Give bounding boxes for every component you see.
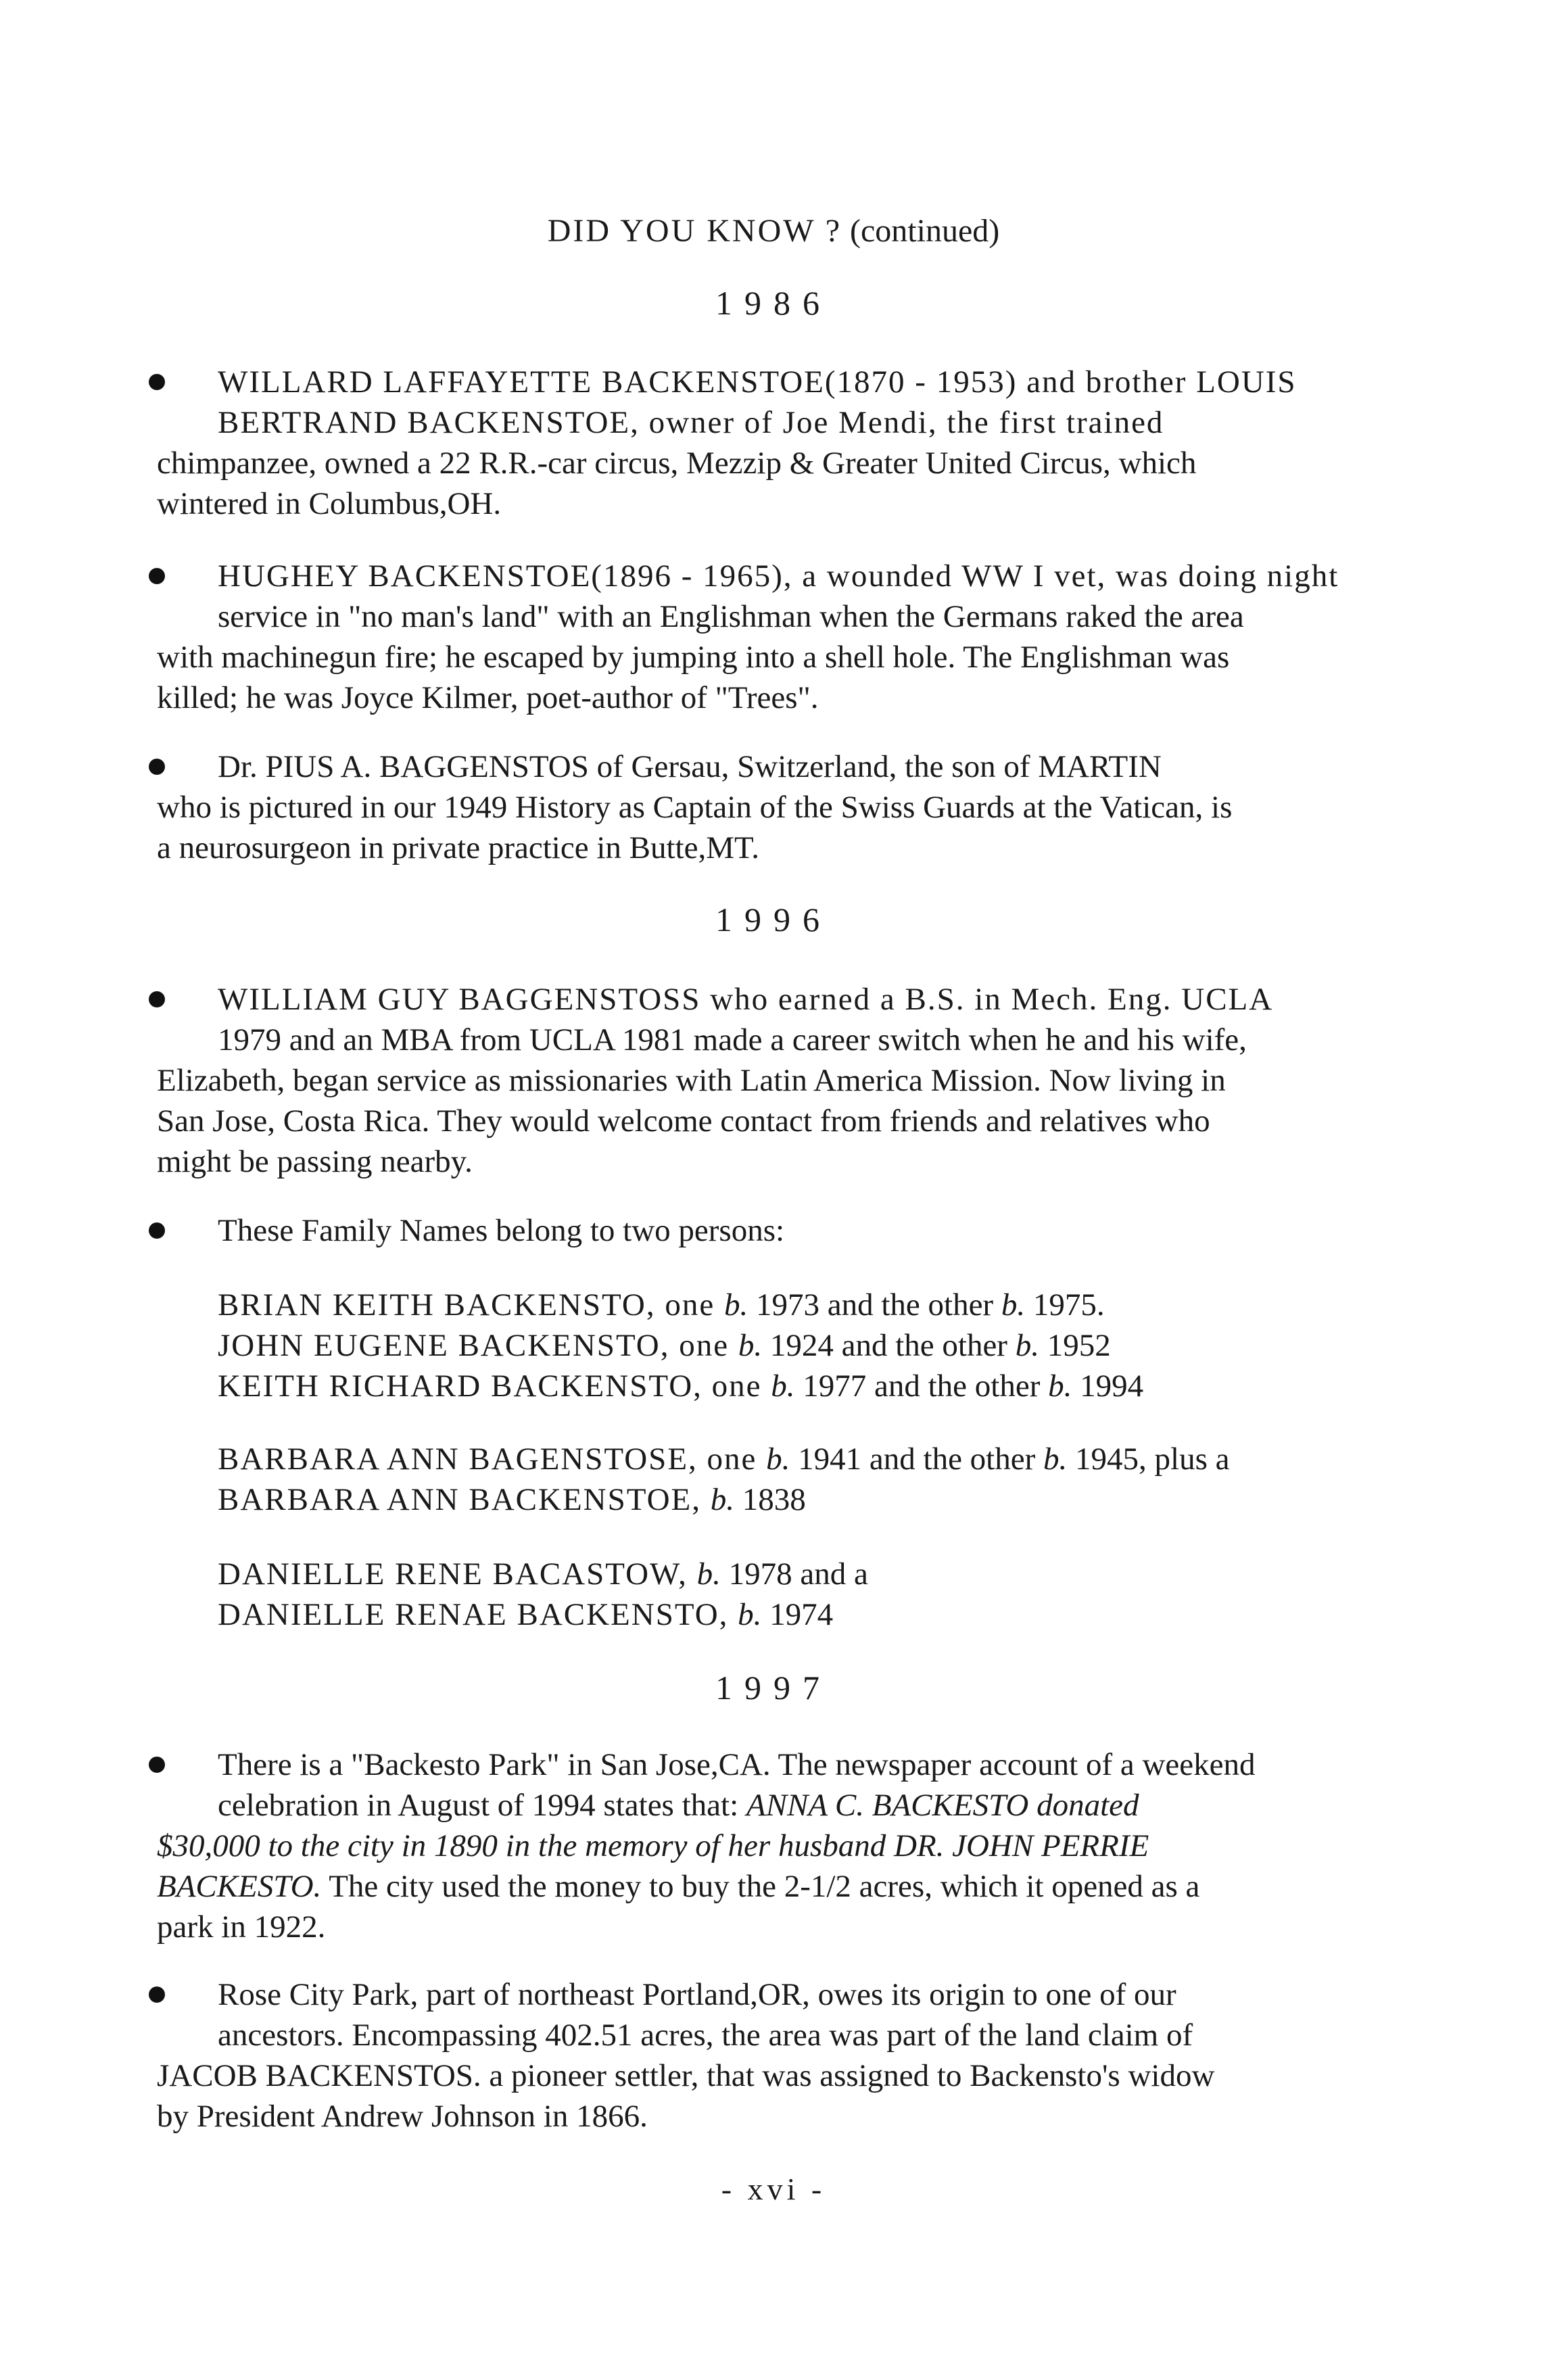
entry-line: WILLARD LAFFAYETTE BACKENSTOE(1870 - 1953) and brother LOUIS <box>218 364 1297 400</box>
entry-line: Rose City Park, part of northeast Portland,OR, owes its origin to one of our <box>218 1977 1176 2012</box>
entry-willard-backenstoe <box>157 362 1414 524</box>
entry-line: HUGHEY BACKENSTOE(1896 - 1965), a wounded WW I vet, was doing night <box>218 558 1339 594</box>
name-line: JOHN EUGENE BACKENSTO, one b. 1924 and the other b. 1952 <box>218 1328 1111 1363</box>
bullet-icon <box>149 1986 165 2003</box>
entry-line: 1979 and an MBA from UCLA 1981 made a career switch when he and his wife, <box>218 1022 1247 1057</box>
entry-line: BACKESTO. The city used the money to buy the 2-1/2 acres, which it opened as a <box>157 1869 1200 1904</box>
name-line: BARBARA ANN BAGENSTOSE, one b. 1941 and the other b. 1945, plus a <box>218 1442 1230 1477</box>
year-heading-1986: 1986 <box>715 284 832 322</box>
entry-line: celebration in August of 1994 states that: ANNA C. BACKESTO donated <box>218 1788 1139 1823</box>
entry-line: by President Andrew Johnson in 1866. <box>157 2099 648 2134</box>
entry-line: Dr. PIUS A. BAGGENSTOS of Gersau, Switzerland, the son of MARTIN <box>218 749 1162 784</box>
name-line: KEITH RICHARD BACKENSTO, one b. 1977 and the other b. 1994 <box>218 1368 1144 1404</box>
bullet-icon <box>149 374 165 390</box>
entry-line: $30,000 to the city in 1890 in the memory of her husband DR. JOHN PERRIE <box>157 1828 1149 1863</box>
entry-line: There is a "Backesto Park" in San Jose,CA. The newspaper account of a weekend <box>218 1747 1256 1782</box>
entry-line: killed; he was Joyce Kilmer, poet-author of "Trees". <box>157 680 819 715</box>
entry-line: park in 1922. <box>157 1909 326 1945</box>
name-line: DANIELLE RENE BACASTOW, b. 1978 and a <box>218 1556 868 1592</box>
names-group-2 <box>218 1439 1229 1520</box>
bullet-icon <box>149 568 165 584</box>
year-heading-1997: 1997 <box>715 1669 832 1707</box>
entry-line: These Family Names belong to two persons: <box>218 1213 785 1248</box>
bullet-icon <box>149 759 165 775</box>
entry-line: chimpanzee, owned a 22 R.R.-car circus, Mezzip & Greater United Circus, which <box>157 446 1197 481</box>
entry-line: with machinegun fire; he escaped by jumping into a shell hole. The Englishman was <box>157 640 1230 675</box>
page-number: - xvi - <box>721 2172 826 2206</box>
names-group-1 <box>218 1285 1143 1406</box>
entry-backesto-park <box>157 1744 1414 1947</box>
title-text: DID YOU KNOW ? <box>547 213 842 249</box>
entry-pius-baggenstos <box>157 746 1414 868</box>
title-suffix: (continued) <box>850 213 1000 249</box>
entry-william-baggenstoss <box>157 979 1414 1182</box>
entry-rose-city-park <box>157 1974 1414 2137</box>
entry-line: wintered in Columbus,OH. <box>157 486 502 521</box>
entry-line: San Jose, Costa Rica. They would welcome contact from friends and relatives who <box>157 1103 1210 1139</box>
entry-line: service in "no man's land" with an Englishman when the Germans raked the area <box>218 599 1244 634</box>
entry-family-names <box>157 1210 1414 1251</box>
entry-line: might be passing nearby. <box>157 1144 473 1179</box>
entry-line: a neurosurgeon in private practice in Butte,MT. <box>157 830 759 865</box>
year-heading-1996: 1996 <box>715 901 832 938</box>
entry-line: ancestors. Encompassing 402.51 acres, the area was part of the land claim of <box>218 2018 1193 2053</box>
entry-line: WILLIAM GUY BAGGENSTOSS who earned a B.S. in Mech. Eng. UCLA <box>218 982 1274 1017</box>
entry-line: who is pictured in our 1949 History as Captain of the Swiss Guards at the Vatican, is <box>157 790 1233 825</box>
name-line: DANIELLE RENAE BACKENSTO, b. 1974 <box>218 1597 834 1632</box>
bullet-icon <box>149 1222 165 1239</box>
entry-line: BERTRAND BACKENSTOE, owner of Joe Mendi, the first trained <box>218 405 1164 440</box>
name-line: BRIAN KEITH BACKENSTO, one b. 1973 and the other b. 1975. <box>218 1287 1105 1323</box>
entry-hughey-backenstoe <box>157 556 1414 718</box>
names-group-3 <box>218 1554 868 1635</box>
bullet-icon <box>149 1757 165 1773</box>
name-line: BARBARA ANN BACKENSTOE, b. 1838 <box>218 1482 806 1517</box>
entry-line: JACOB BACKENSTOS. a pioneer settler, that was assigned to Backensto's widow <box>157 2058 1215 2093</box>
page-title <box>0 211 1547 252</box>
entry-line: Elizabeth, began service as missionaries with Latin America Mission. Now living in <box>157 1063 1226 1098</box>
bullet-icon <box>149 991 165 1007</box>
